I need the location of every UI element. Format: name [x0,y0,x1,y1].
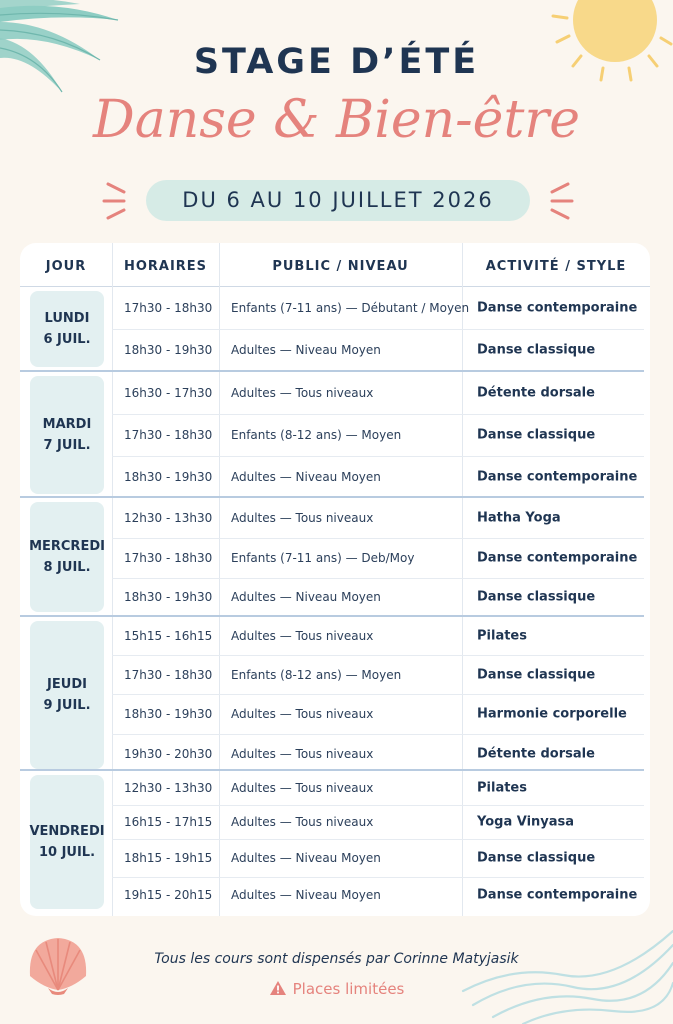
column-header-time: HORAIRES [123,259,208,274]
day-date: 6 JUIL. [43,332,91,347]
session-time: 16h30 - 17h30 [124,386,213,400]
day-cell [30,502,104,612]
day-separator [20,370,644,372]
session-public: Enfants (8-12 ans) — Moyen [231,667,402,682]
row-separator [112,839,644,840]
session-time: 18h30 - 19h30 [124,707,213,721]
sparkle-left-icon [100,178,140,224]
table-header [20,243,650,287]
day-name: MERCREDI [29,539,105,554]
day-name: JEUDI [47,677,87,692]
session-time: 19h15 - 20h15 [124,888,213,902]
column-header-day: JOUR [45,259,87,274]
session-public: Adultes — Tous niveaux [231,386,374,400]
row-separator [112,655,644,656]
session-activity: Hatha Yoga [477,510,561,526]
session-public: Enfants (7-11 ans) — Deb/Moy [231,551,415,565]
session-public: Adultes — Tous niveaux [231,707,374,721]
day-date: 8 JUIL. [43,560,91,575]
session-activity: Danse contemporaine [477,887,638,903]
session-activity: Pilates [477,628,527,644]
session-activity: Danse contemporaine [477,300,638,316]
session-activity: Danse contemporaine [477,469,638,485]
column-divider [219,243,220,916]
session-activity: Pilates [477,780,527,796]
session-time: 17h30 - 18h30 [124,428,213,442]
session-public: Adultes — Tous niveaux [231,746,374,761]
session-time: 12h30 - 13h30 [124,781,213,795]
session-public: Adultes — Tous niveaux [231,781,374,795]
date-range-badge: DU 6 AU 10 JUILLET 2026 [146,180,530,221]
session-activity: Danse classique [477,342,596,358]
day-cell [30,291,104,367]
session-time: 18h30 - 19h30 [124,470,213,484]
waves-decoration [453,925,673,1024]
day-name: MARDI [42,417,92,432]
sparkle-right-icon [536,178,576,224]
page-title: STAGE D’ÉTÉ [193,42,480,82]
session-public: Enfants (8-12 ans) — Moyen [231,428,402,442]
day-name: VENDREDI [29,824,105,839]
session-time: 16h15 - 17h15 [124,815,213,829]
column-divider [112,243,113,916]
session-public: Adultes — Tous niveaux [231,629,374,643]
day-name: LUNDI [44,311,90,326]
schedule-table [20,243,650,916]
session-public: Enfants (7-11 ans) — Débutant / Moyen [231,301,470,315]
session-time: 17h30 - 18h30 [124,667,213,682]
session-activity: Yoga Vinyasa [477,814,575,830]
column-divider [462,243,463,916]
row-separator [112,734,644,735]
session-public: Adultes — Niveau Moyen [231,590,381,604]
day-separator [20,769,644,771]
column-header-public: PUBLIC / NIVEAU [272,259,409,274]
session-time: 18h15 - 19h15 [124,851,213,865]
session-time: 17h30 - 18h30 [124,551,213,565]
limited-places-text: Places limitées [292,980,405,998]
session-activity: Harmonie corporelle [477,706,627,722]
session-time: 17h30 - 18h30 [124,301,213,315]
warning-icon [269,980,287,996]
day-date: 7 JUIL. [43,438,91,453]
column-header-activity: ACTIVITÉ / STYLE [485,259,627,274]
session-time: 15h15 - 16h15 [124,629,213,643]
session-activity: Détente dorsale [477,746,595,761]
session-activity: Danse classique [477,850,596,866]
day-separator [20,615,644,617]
session-public: Adultes — Tous niveaux [231,815,374,829]
limited-places-notice [0,980,673,998]
row-separator [112,538,644,539]
row-separator [112,456,644,457]
row-separator [112,329,644,330]
day-date: 9 JUIL. [43,698,91,713]
row-separator [112,877,644,878]
session-public: Adultes — Niveau Moyen [231,343,381,357]
day-date: 10 JUIL. [38,845,96,860]
session-activity: Détente dorsale [477,385,595,401]
session-activity: Danse contemporaine [477,550,638,566]
day-cell [30,621,104,769]
day-cell [30,775,104,909]
session-time: 18h30 - 19h30 [124,590,213,604]
session-activity: Danse classique [477,589,596,605]
day-separator [20,496,644,498]
session-public: Adultes — Niveau Moyen [231,470,381,484]
session-activity: Danse classique [477,667,596,682]
session-public: Adultes — Niveau Moyen [231,851,381,865]
row-separator [112,578,644,579]
instructor-note: Tous les cours sont dispensés par Corinne Matyjasik [154,951,519,967]
session-time: 18h30 - 19h30 [124,343,213,357]
page-subtitle: Danse & Bien-être [93,90,580,150]
session-time: 12h30 - 13h30 [124,511,213,525]
session-public: Adultes — Tous niveaux [231,511,374,525]
row-separator [112,694,644,695]
session-time: 19h30 - 20h30 [124,746,213,761]
row-separator [112,414,644,415]
day-cell [30,376,104,494]
row-separator [112,805,644,806]
session-activity: Danse classique [477,427,596,443]
session-public: Adultes — Niveau Moyen [231,888,381,902]
